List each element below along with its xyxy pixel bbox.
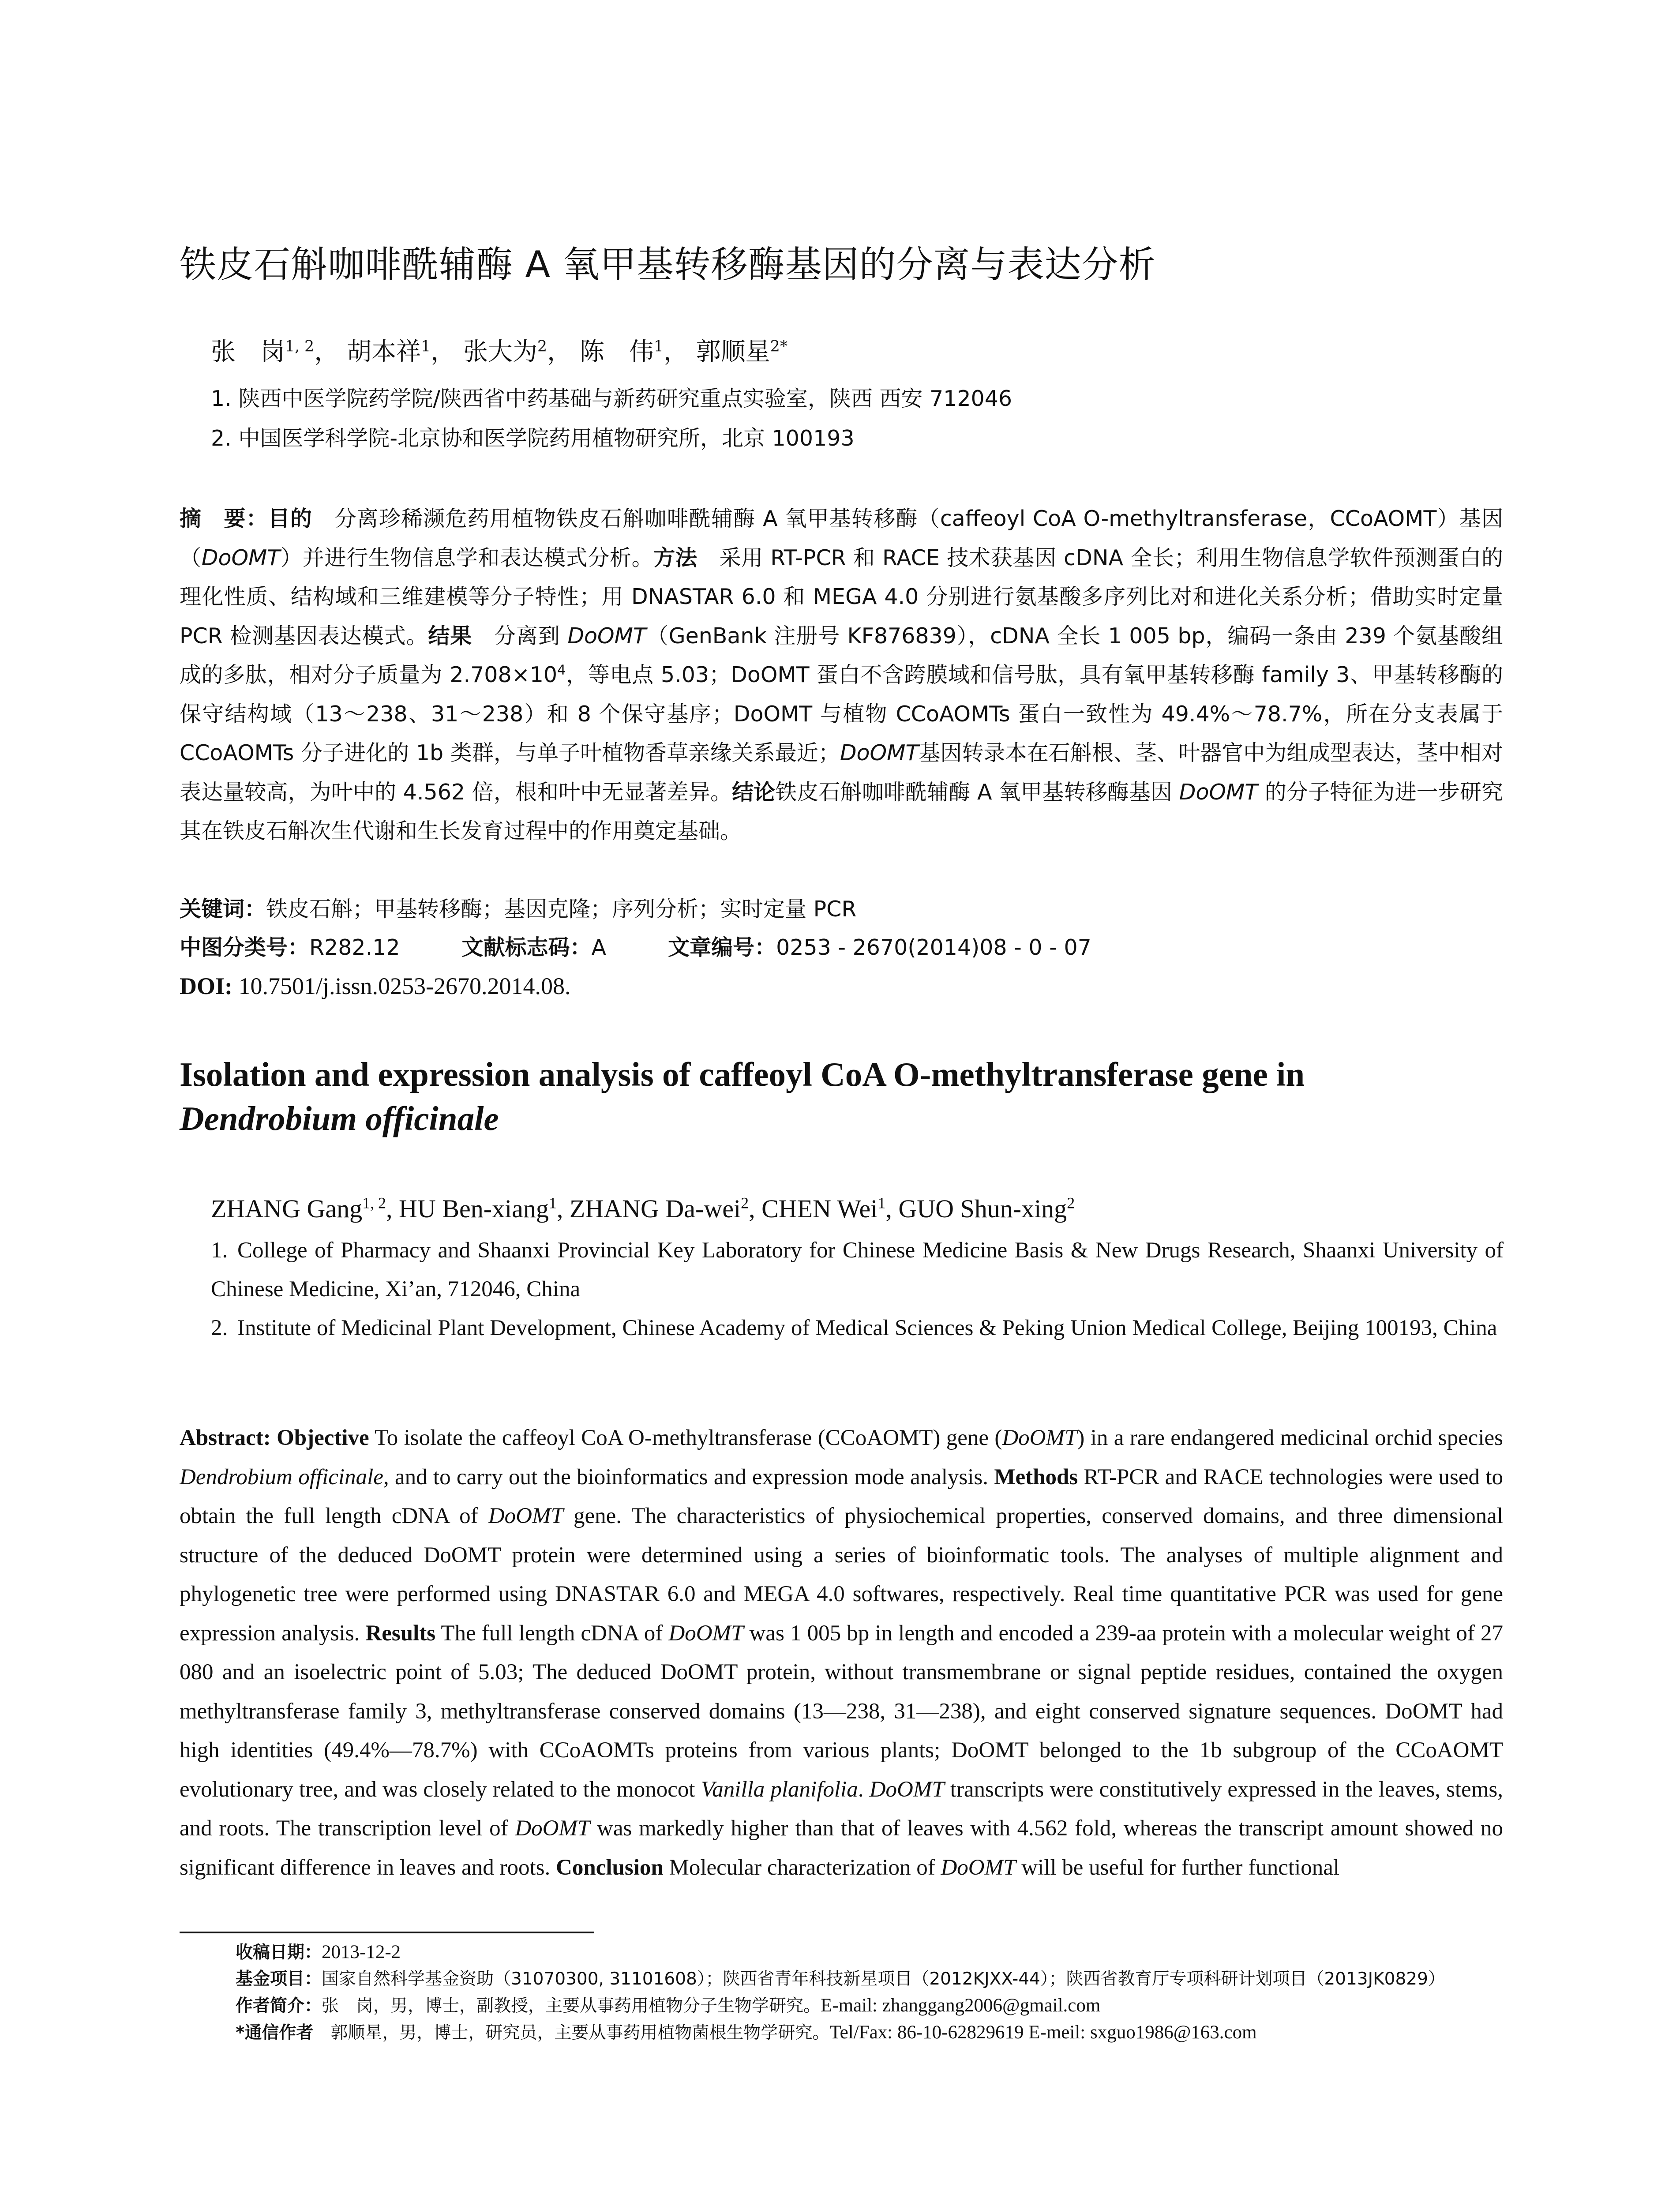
exponent: 4 [557,662,566,678]
methods-label: Methods [994,1464,1078,1489]
methods-label: 方法 [653,545,698,570]
results-text: The full length cDNA of [435,1621,669,1646]
author-affiliation-mark: 1, 2 [362,1194,386,1212]
gene-name: DoOMT [1179,779,1258,805]
clc-label: 中图分类号： [180,935,310,960]
corresponding-label: *通信作者 [236,2023,314,2043]
corresponding-text: 郭顺星，男，博士，研究员，主要从事药用植物菌根生物学研究。 [313,2023,830,2043]
footnote-funding [236,1966,1515,1992]
results-text: ，等电点 5.03；DoOMT 蛋白不含跨膜域和信号肽，具有氧甲基转移酶 family 3、甲基转移酶的保守结构域（13～238、31～238）和 8 个保守基序；DoOMT 与植物 CCoAOMTs 蛋白一致性为 49.4%～78.7%，所在分支表属于 CCoAOMTs 分子进化的 1b 类群，与单子叶植物香草亲缘关系最近； [180,662,1503,765]
results-text: was markedly higher than that of leaves with 4.562 fold, whereas the transcript amount showed no significant difference in leaves and roots. [180,1816,1503,1880]
chinese-affiliation-1: 1. 陕西中医学院药学院/陕西省中药基础与新药研究重点实验室，陕西 西安 712046 [211,386,1012,411]
conclusion-text: 铁皮石斛咖啡酰辅酶 A 氧甲基转移酶基因 [775,779,1179,805]
species-name: Dendrobium officinale [180,1464,383,1489]
results-text: . [858,1777,870,1802]
results-text: 基因转录本在石斛根、茎、叶器官中为组成型表达，茎中相对表达量较高，为叶中的 4.562 倍，根和叶中无显著差异。 [180,740,1503,805]
article-number-label: 文章编号： [668,935,776,960]
author-affiliation-mark: 2 [537,338,548,356]
english-title [180,1052,1503,1141]
results-text: （GenBank 注册号 KF876839），cDNA 全长 1 005 bp，编码一条由 239 个氨基酸组成的多肽，相对分子质量为 2.708×10 [180,623,1503,687]
received-date: 2013-12-2 [322,1942,401,1962]
author-name: 张大为 [463,338,537,366]
author-affiliation-mark: 2* [770,338,788,356]
footnotes [236,1939,1515,2046]
english-title-line: Isolation and expression analysis of caffeoyl CoA O-methyltransferase gene in [180,1055,1305,1093]
english-affiliation-1 [211,1231,1504,1309]
affiliation-number: 1. [211,1238,228,1263]
author-separator: , [556,1194,570,1223]
gene-name: DoOMT [840,740,919,765]
objective-text: ) in a rare endangered medicinal orchid species [1077,1426,1504,1450]
received-label: 收稿日期： [236,1943,322,1962]
species-name: Vanilla planifolia [701,1777,858,1802]
author-separator: ， [314,338,339,366]
conclusion-label: 结论 [732,779,776,805]
author-affiliation-mark: 1, 2 [285,338,315,356]
doi-label: DOI: [180,973,232,999]
footnote-corresponding [236,2019,1515,2046]
chinese-author-list [211,334,1534,370]
gene-name: DoOMT [668,1621,744,1646]
author-separator: ， [431,338,456,366]
affiliation-text: College of Pharmacy and Shaanxi Provincial Key Laboratory for Chinese Medicine Basis & New Drugs Research, Shaanxi University of Chinese Medicine, Xi’an, 712046, China [211,1238,1504,1302]
chinese-title: 铁皮石斛咖啡酰辅酶 A 氧甲基转移酶基因的分离与表达分析 [180,243,1156,286]
conclusion-label: Conclusion [556,1855,664,1880]
author-affiliation-mark: 1 [548,1194,557,1212]
english-author-list [211,1191,1534,1227]
objective-text: 分离珍稀濒危药用植物铁皮石斛咖啡酰辅酶 A 氧甲基转移酶（caffeoyl CoA O-methyltransferase，CCoAOMT）基因（ [180,506,1503,570]
english-title-species: Dendrobium officinale [180,1099,499,1137]
results-label: 结果 [428,623,472,649]
gene-name: DoOMT [941,1855,1016,1880]
chinese-affiliation-2: 2. 中国医学科学院-北京协和医学院药用植物研究所，北京 100193 [211,426,855,451]
english-affiliation-2 [211,1309,1504,1347]
footnote-author-bio [236,1992,1515,2019]
author-separator: , [885,1194,899,1223]
objective-text-tail: ）并进行生物信息学和表达模式分析。 [280,545,654,570]
author-name: 郭顺星 [696,338,770,366]
objective-text: To isolate the caffeoyl CoA O-methyltransferase (CCoAOMT) gene ( [369,1426,1002,1450]
bio-email: E-mail: zhanggang2006@gmail.com [821,1995,1101,2016]
affiliation-text: Institute of Medicinal Plant Development, Chinese Academy of Medical Sciences & Peking Union Medical College, Beijing 100193, China [237,1316,1497,1340]
doc-code-value: A [591,935,607,960]
author-name: ZHANG Da-wei [569,1194,741,1223]
bio-text: 张 岗，男，博士，副教授，主要从事药用植物分子生物学研究。 [322,1996,821,2016]
objective-text: , and to carry out the bioinformatics and expression mode analysis. [383,1464,994,1489]
conclusion-text: Molecular characterization of [663,1855,941,1880]
article-number-value: 0253 - 2670(2014)08 - 0 - 07 [776,935,1091,960]
author-affiliation-mark: 1 [421,338,431,356]
english-abstract [180,1418,1503,1887]
abstract-label: 摘 要： [180,506,268,531]
methods-text: gene. The characteristics of physiochemical properties, conserved domains, and three dimensional structure of the deduced DoOMT protein were determined using a series of bioinformatic tools. The analyses of multiple alignment and phylogenetic tree were performed using DNASTAR 6.0 and MEGA 4.0 softwares, respectively. Real time quantitative PCR was used for gene expression analysis. [180,1504,1503,1646]
author-separator: ， [547,338,572,366]
gene-name: DoOMT [201,545,281,570]
gene-name: DoOMT [567,623,646,649]
gene-name: DoOMT [515,1816,590,1841]
author-name: 陈 伟 [579,338,654,366]
footnote-divider [180,1932,594,1933]
conclusion-text: 的分子特征为进一步研究其在铁皮石斛次生代谢和生长发育过程中的作用奠定基础。 [180,779,1503,844]
methods-text: 采用 RT-PCR 和 RACE 技术获基因 cDNA 全长；利用生物信息学软件预测蛋白的理化性质、结构域和三维建模等分子特性；用 DNASTAR 6.0 和 MEGA 4.0 分别进行氨基酸多序列比对和进化关系分析；借助实时定量 PCR 检测基因表达模式。 [180,545,1503,649]
footnote-received [236,1939,1515,1966]
author-name: 张 岗 [211,338,285,366]
funding-label: 基金项目： [236,1969,322,1989]
author-separator: ， [663,338,688,366]
affiliation-number: 2. [211,1316,228,1340]
results-text: 分离到 [472,623,568,649]
author-name: GUO Shun-xing [898,1194,1067,1223]
abstract-objective-label: Abstract: Objective [180,1426,369,1450]
chinese-abstract [180,499,1503,851]
author-name: CHEN Wei [761,1194,878,1223]
author-affiliation-mark: 1 [878,1194,886,1212]
objective-label: 目的 [268,506,313,531]
results-label: Results [365,1621,436,1646]
author-name: ZHANG Gang [211,1194,363,1223]
gene-name: DoOMT [488,1504,563,1528]
keywords-line [180,893,1503,925]
keywords-text: 铁皮石斛；甲基转移酶；基因克隆；序列分析；实时定量 PCR [266,897,857,922]
author-name: 胡本祥 [347,338,421,366]
bio-label: 作者简介： [236,1996,322,2016]
keywords-label: 关键词： [180,897,266,922]
doc-code-label: 文献标志码： [461,935,592,960]
conclusion-text: will be useful for further functional [1016,1855,1340,1880]
gene-name: DoOMT [1002,1426,1077,1450]
doi-line [180,970,1503,1002]
author-affiliation-mark: 1 [653,338,664,356]
funding-text: 国家自然科学基金资助（31070300, 31101608）；陕西省青年科技新星项目（2012KJXX-44）；陕西省教育厅专项科研计划项目（2013JK0829） [322,1969,1445,1989]
methods-text: RT-PCR and RACE technologies were used to obtain the full length cDNA of [180,1464,1503,1528]
corresponding-contact: Tel/Fax: 86-10-62829619 E-meil: sxguo1986@163.com [829,2022,1257,2043]
results-text: transcripts were constitutively expressed in the leaves, stems, and roots. The transcription level of [180,1777,1504,1841]
author-affiliation-mark: 2 [741,1194,749,1212]
results-text: was 1 005 bp in length and encoded a 239-aa protein with a molecular weight of 27 080 and an isoelectric point of 5.03; The deduced DoOMT protein, without transmembrane or signal peptide residues, contained the oxygen methyltransferase family 3, methyltransferase conserved domains (13—238, 31—238), and eight conserved signature sequences. DoOMT had high identities (49.4%—78.7%) with CCoAOMTs proteins from various plants; DoOMT belonged to the 1b subgroup of the CCoAOMT evolutionary tree, and was closely related to the monocot [180,1621,1503,1802]
doi-value: 10.7501/j.issn.0253-2670.2014.08. [238,973,571,999]
classification-line [180,932,1503,964]
gene-name: DoOMT [869,1777,945,1802]
author-separator: , [386,1194,399,1223]
author-separator: , [749,1194,762,1223]
clc-value: R282.12 [309,935,400,960]
author-name: HU Ben-xiang [399,1194,549,1223]
author-affiliation-mark: 2 [1067,1194,1075,1212]
